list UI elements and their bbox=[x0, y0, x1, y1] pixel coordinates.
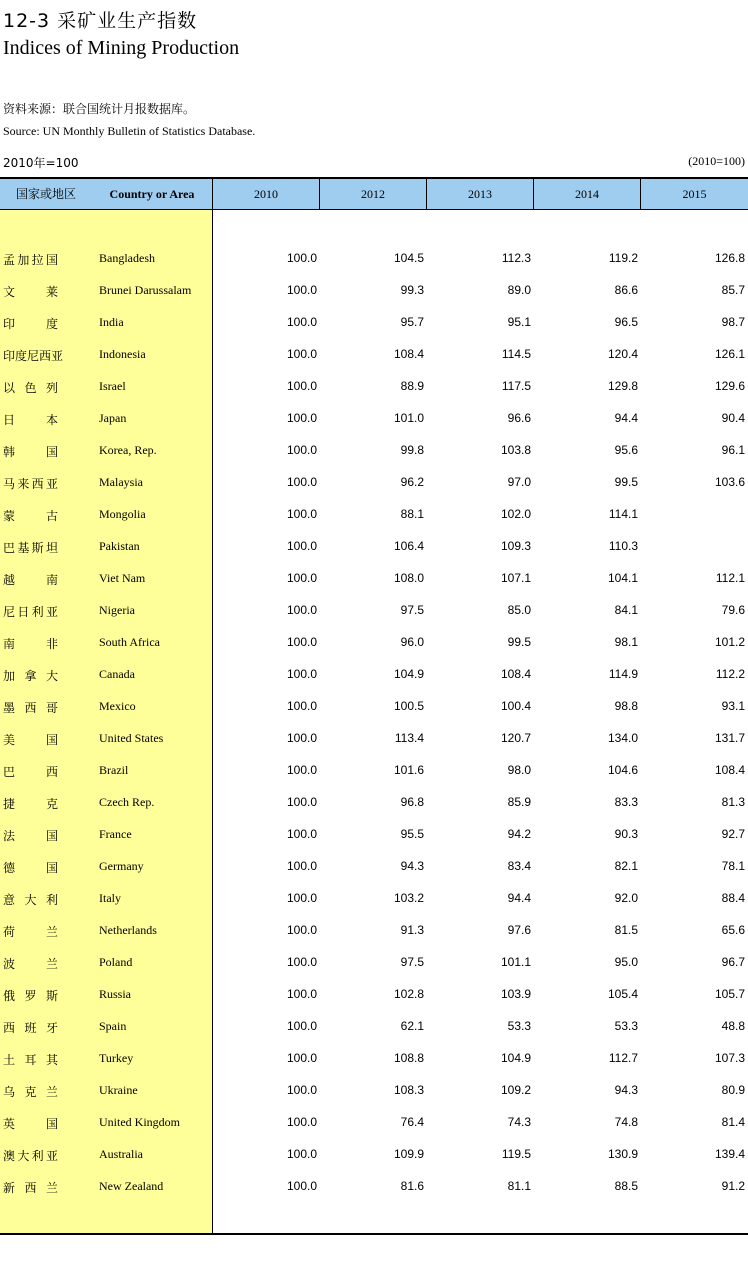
index-value-2014: 94.4 bbox=[614, 411, 638, 425]
country-name-en: Germany bbox=[99, 859, 144, 873]
country-name-en: Korea, Rep. bbox=[99, 443, 157, 457]
index-value-2015: 96.1 bbox=[721, 443, 745, 457]
index-value-2013: 101.1 bbox=[500, 955, 531, 969]
table-row bbox=[0, 690, 748, 722]
country-name-en: Viet Nam bbox=[99, 571, 146, 585]
index-value-2012: 99.8 bbox=[400, 443, 424, 457]
table-row bbox=[0, 338, 748, 370]
index-value-2012: 88.9 bbox=[400, 379, 424, 393]
index-value-2010: 100.0 bbox=[286, 539, 317, 553]
index-value-2014: 95.6 bbox=[614, 443, 638, 457]
index-value-2013: 108.4 bbox=[500, 667, 531, 681]
index-value-2014: 86.6 bbox=[614, 283, 638, 297]
country-name-cn: 俄罗斯 bbox=[3, 989, 58, 1003]
country-name-en: Nigeria bbox=[99, 603, 135, 617]
index-value-2014: 88.5 bbox=[614, 1179, 638, 1193]
index-value-2010: 100.0 bbox=[286, 1051, 317, 1065]
index-value-2013: 99.5 bbox=[507, 635, 531, 649]
country-name-cn: 以色列 bbox=[3, 381, 58, 395]
index-value-2014: 94.3 bbox=[614, 1083, 638, 1097]
country-name-cn: 韩国 bbox=[3, 445, 58, 459]
country-name-cn: 美国 bbox=[3, 733, 58, 747]
index-value-2014: 134.0 bbox=[607, 731, 638, 745]
index-value-2014: 114.1 bbox=[608, 507, 638, 521]
country-name-cn: 荷兰 bbox=[3, 925, 58, 939]
index-value-2014: 53.3 bbox=[614, 1019, 638, 1033]
index-value-2013: 120.7 bbox=[500, 731, 531, 745]
index-value-2014: 83.3 bbox=[614, 795, 638, 809]
index-value-2010: 100.0 bbox=[286, 923, 317, 937]
index-value-2010: 100.0 bbox=[286, 315, 317, 329]
index-value-2015: 80.9 bbox=[721, 1083, 745, 1097]
table-row bbox=[0, 402, 748, 434]
country-name-en: Malaysia bbox=[99, 475, 143, 489]
index-value-2014: 90.3 bbox=[614, 827, 638, 841]
index-value-2010: 100.0 bbox=[286, 987, 317, 1001]
table-row bbox=[0, 946, 748, 978]
index-value-2014: 129.8 bbox=[607, 379, 638, 393]
index-value-2015: 112.2 bbox=[715, 667, 745, 681]
base-year-note-cn: 2010年=100 bbox=[3, 156, 79, 170]
table-row bbox=[0, 1170, 748, 1202]
index-value-2012: 94.3 bbox=[400, 859, 424, 873]
index-value-2013: 89.0 bbox=[507, 283, 531, 297]
index-value-2015: 139.4 bbox=[714, 1147, 745, 1161]
country-name-en: Brunei Darussalam bbox=[99, 283, 192, 297]
country-name-en: Brazil bbox=[99, 763, 129, 777]
country-name-en: Canada bbox=[99, 667, 135, 681]
index-value-2010: 100.0 bbox=[286, 827, 317, 841]
index-value-2013: 109.3 bbox=[500, 539, 531, 553]
table-row bbox=[0, 1074, 748, 1106]
index-value-2014: 104.6 bbox=[607, 763, 638, 777]
table-row bbox=[0, 978, 748, 1010]
index-value-2014: 92.0 bbox=[614, 891, 638, 905]
index-value-2015: 126.1 bbox=[714, 347, 745, 361]
table-row bbox=[0, 274, 748, 306]
index-value-2015: 108.4 bbox=[714, 763, 745, 777]
country-name-cn: 南非 bbox=[3, 637, 58, 651]
index-value-2010: 100.0 bbox=[286, 411, 317, 425]
table-row bbox=[0, 370, 748, 402]
table-body bbox=[0, 242, 748, 1202]
index-value-2012: 100.5 bbox=[393, 699, 424, 713]
page-title-cn: 12-3 采矿业生产指数 bbox=[3, 10, 198, 32]
index-value-2010: 100.0 bbox=[286, 795, 317, 809]
index-value-2010: 100.0 bbox=[286, 635, 317, 649]
country-name-cn: 波兰 bbox=[3, 957, 58, 971]
index-value-2013: 109.2 bbox=[500, 1083, 531, 1097]
table-row bbox=[0, 498, 748, 530]
index-value-2013: 81.1 bbox=[507, 1179, 531, 1193]
country-name-en: Turkey bbox=[99, 1051, 134, 1065]
table-row bbox=[0, 306, 748, 338]
table-row bbox=[0, 1042, 748, 1074]
index-value-2015: 105.7 bbox=[714, 987, 745, 1001]
index-value-2010: 100.0 bbox=[286, 571, 317, 585]
index-value-2013: 74.3 bbox=[507, 1115, 531, 1129]
source-note-cn: 资料来源：联合国统计月报数据库。 bbox=[3, 102, 196, 116]
index-value-2015: 88.4 bbox=[721, 891, 745, 905]
country-name-cn: 文莱 bbox=[3, 285, 58, 299]
index-value-2014: 114.9 bbox=[608, 667, 638, 681]
country-name-cn: 蒙古 bbox=[3, 509, 58, 523]
table-row bbox=[0, 850, 748, 882]
index-value-2010: 100.0 bbox=[286, 1115, 317, 1129]
country-name-cn: 新西兰 bbox=[3, 1181, 58, 1195]
index-value-2013: 103.9 bbox=[500, 987, 531, 1001]
index-value-2014: 112.7 bbox=[608, 1051, 638, 1065]
country-name-cn: 日本 bbox=[3, 413, 58, 427]
index-value-2012: 99.3 bbox=[400, 283, 424, 297]
index-value-2013: 112.3 bbox=[501, 251, 531, 265]
index-value-2013: 83.4 bbox=[507, 859, 531, 873]
index-value-2014: 120.4 bbox=[607, 347, 638, 361]
index-value-2015: 93.1 bbox=[721, 699, 745, 713]
index-value-2012: 104.9 bbox=[393, 667, 424, 681]
base-year-note-en: (2010=100) bbox=[688, 154, 745, 168]
index-value-2013: 98.0 bbox=[507, 763, 531, 777]
country-name-cn: 英国 bbox=[3, 1117, 58, 1131]
table-row bbox=[0, 722, 748, 754]
index-value-2012: 96.0 bbox=[400, 635, 424, 649]
country-name-en: Indonesia bbox=[99, 347, 146, 361]
index-value-2014: 95.0 bbox=[614, 955, 638, 969]
table-row bbox=[0, 1106, 748, 1138]
index-value-2010: 100.0 bbox=[286, 379, 317, 393]
index-value-2012: 95.5 bbox=[400, 827, 424, 841]
index-value-2012: 108.3 bbox=[393, 1083, 424, 1097]
index-value-2010: 100.0 bbox=[286, 699, 317, 713]
index-value-2015: 129.6 bbox=[714, 379, 745, 393]
index-value-2012: 88.1 bbox=[400, 507, 424, 521]
index-value-2014: 105.4 bbox=[607, 987, 638, 1001]
table-row bbox=[0, 658, 748, 690]
header-year-2012: 2012 bbox=[361, 187, 385, 201]
index-value-2012: 103.2 bbox=[393, 891, 424, 905]
index-value-2012: 97.5 bbox=[400, 603, 424, 617]
country-name-en: Netherlands bbox=[99, 923, 157, 937]
table-row bbox=[0, 466, 748, 498]
index-value-2014: 119.2 bbox=[608, 251, 638, 265]
index-value-2014: 74.8 bbox=[614, 1115, 638, 1129]
index-value-2012: 96.8 bbox=[400, 795, 424, 809]
index-value-2013: 107.1 bbox=[500, 571, 531, 585]
index-value-2015: 98.7 bbox=[721, 315, 745, 329]
index-value-2015: 81.3 bbox=[721, 795, 745, 809]
table-row bbox=[0, 1010, 748, 1042]
table-row bbox=[0, 530, 748, 562]
country-name-en: Japan bbox=[99, 411, 127, 425]
index-value-2012: 97.5 bbox=[400, 955, 424, 969]
header-year-2015: 2015 bbox=[682, 187, 707, 201]
country-name-en: Italy bbox=[99, 891, 121, 905]
table-row bbox=[0, 914, 748, 946]
index-value-2013: 97.0 bbox=[507, 475, 531, 489]
country-name-en: Australia bbox=[99, 1147, 143, 1161]
index-value-2014: 98.8 bbox=[614, 699, 638, 713]
index-value-2015: 126.8 bbox=[714, 251, 745, 265]
index-value-2014: 99.5 bbox=[614, 475, 638, 489]
index-value-2010: 100.0 bbox=[286, 1179, 317, 1193]
index-value-2010: 100.0 bbox=[286, 891, 317, 905]
country-name-en: Ukraine bbox=[99, 1083, 138, 1097]
table-row bbox=[0, 786, 748, 818]
index-value-2012: 96.2 bbox=[400, 475, 424, 489]
country-name-cn: 墨西哥 bbox=[3, 701, 58, 715]
index-value-2014: 84.1 bbox=[614, 603, 638, 617]
index-value-2012: 101.0 bbox=[393, 411, 424, 425]
country-name-en: France bbox=[99, 827, 132, 841]
country-name-cn: 马来西亚 bbox=[3, 477, 58, 491]
country-name-cn: 加拿大 bbox=[3, 669, 58, 683]
index-value-2010: 100.0 bbox=[286, 251, 317, 265]
index-value-2010: 100.0 bbox=[286, 763, 317, 777]
index-value-2013: 104.9 bbox=[500, 1051, 531, 1065]
index-value-2014: 96.5 bbox=[614, 315, 638, 329]
index-value-2015: 48.8 bbox=[721, 1019, 745, 1033]
table-row bbox=[0, 1138, 748, 1170]
index-value-2010: 100.0 bbox=[286, 475, 317, 489]
table-row bbox=[0, 626, 748, 658]
country-name-en: Poland bbox=[99, 955, 133, 969]
country-name-en: Mexico bbox=[99, 699, 136, 713]
header-country-en: Country or Area bbox=[109, 187, 195, 201]
index-value-2015: 79.6 bbox=[721, 603, 745, 617]
index-value-2015: 131.7 bbox=[714, 731, 745, 745]
country-name-en: United States bbox=[99, 731, 164, 745]
country-name-cn: 德国 bbox=[3, 861, 58, 875]
page-title-en: Indices of Mining Production bbox=[3, 37, 240, 59]
country-name-cn: 巴西 bbox=[3, 765, 58, 779]
country-name-cn: 巴基斯坦 bbox=[3, 541, 58, 555]
country-name-cn: 西班牙 bbox=[3, 1021, 58, 1035]
header-year-2010: 2010 bbox=[254, 187, 278, 201]
country-name-en: Russia bbox=[99, 987, 132, 1001]
index-value-2010: 100.0 bbox=[286, 859, 317, 873]
index-value-2013: 95.1 bbox=[507, 315, 531, 329]
country-name-cn: 越南 bbox=[3, 573, 58, 587]
index-value-2012: 62.1 bbox=[400, 1019, 424, 1033]
table-row bbox=[0, 434, 748, 466]
index-value-2014: 98.1 bbox=[614, 635, 638, 649]
index-value-2014: 130.9 bbox=[607, 1147, 638, 1161]
country-name-en: United Kingdom bbox=[99, 1115, 180, 1129]
index-value-2015: 81.4 bbox=[721, 1115, 745, 1129]
index-value-2015: 90.4 bbox=[721, 411, 745, 425]
index-value-2013: 114.5 bbox=[501, 347, 531, 361]
header-country-cn: 国家或地区 bbox=[15, 187, 76, 201]
table-row bbox=[0, 754, 748, 786]
index-value-2010: 100.0 bbox=[286, 1019, 317, 1033]
table-row bbox=[0, 562, 748, 594]
index-value-2013: 102.0 bbox=[500, 507, 531, 521]
index-value-2010: 100.0 bbox=[286, 731, 317, 745]
country-name-cn: 澳大利亚 bbox=[3, 1149, 58, 1163]
index-value-2010: 100.0 bbox=[286, 283, 317, 297]
country-name-cn: 土耳其 bbox=[3, 1053, 58, 1067]
index-value-2012: 102.8 bbox=[393, 987, 424, 1001]
index-value-2010: 100.0 bbox=[286, 443, 317, 457]
index-value-2013: 97.6 bbox=[507, 923, 531, 937]
country-name-en: Spain bbox=[99, 1019, 127, 1033]
index-value-2014: 110.3 bbox=[608, 539, 638, 553]
index-value-2013: 100.4 bbox=[500, 699, 531, 713]
country-name-en: Bangladesh bbox=[99, 251, 155, 265]
index-value-2015: 107.3 bbox=[714, 1051, 745, 1065]
index-value-2015: 112.1 bbox=[715, 571, 745, 585]
country-name-cn: 孟加拉国 bbox=[3, 253, 58, 267]
index-value-2013: 53.3 bbox=[507, 1019, 531, 1033]
table-row bbox=[0, 594, 748, 626]
index-value-2015: 85.7 bbox=[721, 283, 745, 297]
index-value-2012: 81.6 bbox=[400, 1179, 424, 1193]
index-value-2013: 94.2 bbox=[507, 827, 531, 841]
index-value-2010: 100.0 bbox=[286, 347, 317, 361]
index-value-2013: 119.5 bbox=[501, 1147, 531, 1161]
table-header bbox=[0, 177, 748, 210]
index-value-2015: 96.7 bbox=[721, 955, 745, 969]
index-value-2010: 100.0 bbox=[286, 1147, 317, 1161]
index-value-2015: 101.2 bbox=[714, 635, 745, 649]
index-value-2010: 100.0 bbox=[286, 667, 317, 681]
country-name-cn: 意大利 bbox=[3, 893, 58, 907]
country-name-en: Israel bbox=[99, 379, 126, 393]
country-name-en: Czech Rep. bbox=[99, 795, 155, 809]
index-value-2010: 100.0 bbox=[286, 603, 317, 617]
index-value-2010: 100.0 bbox=[286, 507, 317, 521]
country-name-en: South Africa bbox=[99, 635, 160, 649]
index-value-2015: 91.2 bbox=[721, 1179, 745, 1193]
index-value-2012: 91.3 bbox=[400, 923, 424, 937]
index-value-2014: 81.5 bbox=[614, 923, 638, 937]
index-value-2012: 101.6 bbox=[393, 763, 424, 777]
index-value-2010: 100.0 bbox=[286, 955, 317, 969]
index-value-2012: 106.4 bbox=[393, 539, 424, 553]
country-name-cn: 法国 bbox=[3, 829, 58, 843]
country-name-en: Mongolia bbox=[99, 507, 146, 521]
table-row bbox=[0, 818, 748, 850]
country-name-en: India bbox=[99, 315, 124, 329]
country-name-en: New Zealand bbox=[99, 1179, 164, 1193]
country-name-cn: 乌克兰 bbox=[3, 1085, 58, 1099]
index-value-2013: 85.9 bbox=[507, 795, 531, 809]
index-value-2012: 104.5 bbox=[393, 251, 424, 265]
header-year-2014: 2014 bbox=[575, 187, 599, 201]
index-value-2014: 82.1 bbox=[614, 859, 638, 873]
header-year-2013: 2013 bbox=[468, 187, 492, 201]
index-value-2014: 104.1 bbox=[607, 571, 638, 585]
index-value-2015: 103.6 bbox=[714, 475, 745, 489]
index-value-2010: 100.0 bbox=[286, 1083, 317, 1097]
index-value-2012: 109.9 bbox=[393, 1147, 424, 1161]
index-value-2012: 108.4 bbox=[393, 347, 424, 361]
index-value-2013: 94.4 bbox=[507, 891, 531, 905]
index-value-2013: 117.5 bbox=[501, 379, 531, 393]
index-value-2013: 103.8 bbox=[500, 443, 531, 457]
country-name-cn: 印度 bbox=[3, 317, 58, 331]
table-row bbox=[0, 882, 748, 914]
index-value-2015: 65.6 bbox=[721, 923, 745, 937]
country-name-cn: 尼日利亚 bbox=[3, 605, 58, 619]
index-value-2012: 76.4 bbox=[400, 1115, 424, 1129]
index-value-2012: 108.8 bbox=[393, 1051, 424, 1065]
source-note-en: Source: UN Monthly Bulletin of Statistics Database. bbox=[3, 124, 256, 138]
index-value-2013: 96.6 bbox=[507, 411, 531, 425]
index-value-2012: 113.4 bbox=[394, 731, 424, 745]
index-value-2013: 85.0 bbox=[507, 603, 531, 617]
country-name-cn: 印度尼西亚 bbox=[3, 349, 64, 363]
country-name-cn: 捷克 bbox=[3, 797, 58, 811]
table-bottom-rule bbox=[0, 1233, 748, 1235]
index-value-2012: 108.0 bbox=[393, 571, 424, 585]
index-value-2015: 78.1 bbox=[721, 859, 745, 873]
index-value-2012: 95.7 bbox=[400, 315, 424, 329]
table-row bbox=[0, 242, 748, 274]
country-name-en: Pakistan bbox=[99, 539, 140, 553]
index-value-2015: 92.7 bbox=[721, 827, 745, 841]
